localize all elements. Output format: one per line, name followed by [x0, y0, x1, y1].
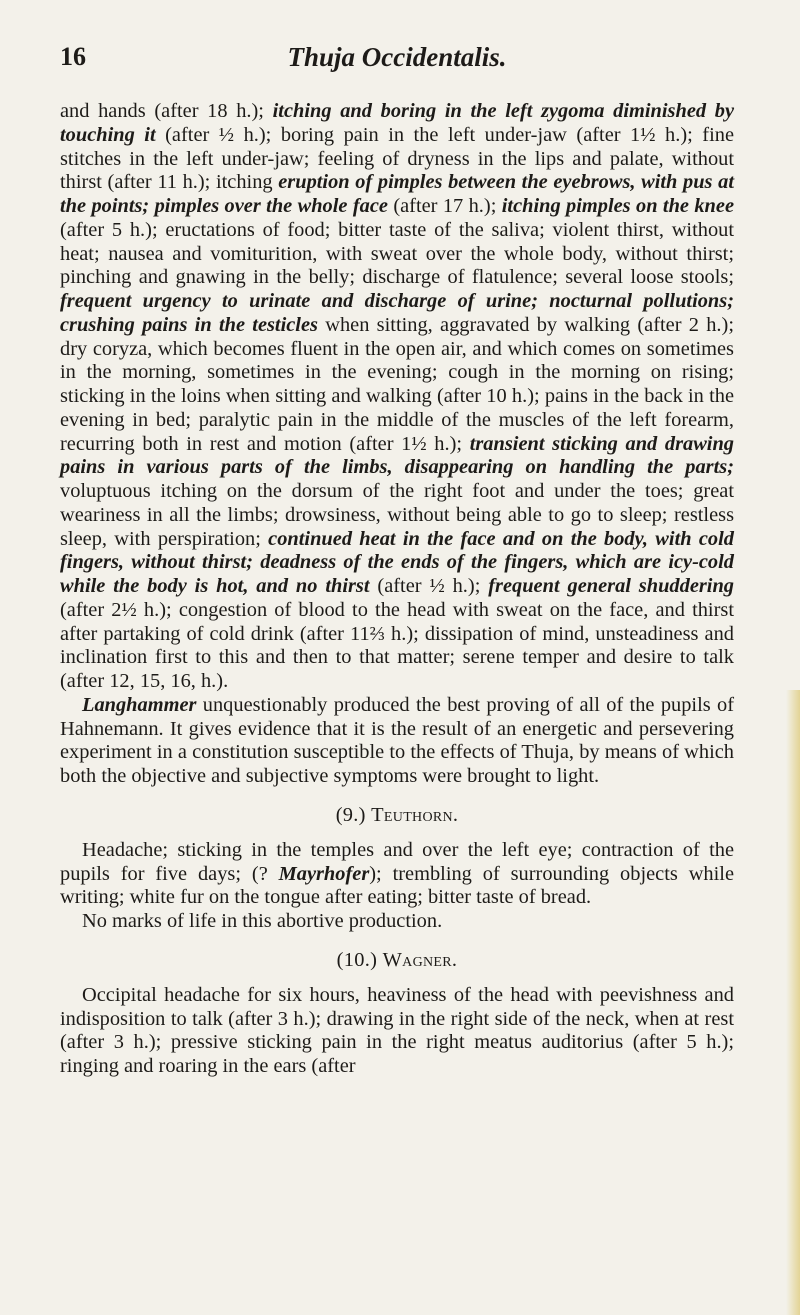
abortive-paragraph: [60, 910, 734, 934]
italic-run: frequent general shuddering: [488, 575, 734, 597]
italic-run: transient sticking and drawing pains in various parts of the limbs, disappearing on handling the parts;: [60, 432, 735, 479]
text-run: Headache; sticking in the temples and over the left eye; contraction of the pupils for five days; (?: [60, 838, 734, 885]
page-header: [60, 42, 734, 78]
italic-run: itching and boring in the left zygoma diminished by touching it: [60, 100, 734, 146]
text-run: (after 2½ h.); congestion of blood to the head with sweat on the face, and thirst after partaking of cold drink (after 11⅔ h.); dissipation of mind, unsteadiness and inclination first to this and then to that matter; serene temper and desire to talk (after 12, 15, 16, h.).: [60, 598, 734, 692]
section-name: Wagner.: [382, 948, 458, 971]
text-run: voluptuous itching on the dorsum of the right foot and under the toes; great weariness in all the limbs; drowsiness, without being able to go to sleep; restless sleep, with perspiration;: [60, 480, 734, 550]
text-run: Occipital headache for six hours, heaviness of the head with peevishness and indisposition to talk (after 3 h.); drawing in the right side of the neck, when at rest (after 3 h.); pressive sticking pain in the right meatus auditorius (after 5 h.); ringing and roaring in the ears (after: [60, 983, 734, 1077]
text-run: (after 17 h.);: [387, 195, 502, 217]
text-run: No marks of life in this abortive production.: [82, 910, 443, 932]
italic-run: continued heat in the face and on the body, with cold fingers, without thirst; deadness of the ends of the fingers, which are icy-cold while the body is hot, and no thirst: [60, 527, 734, 597]
text-run: (after 5 h.); eructations of food; bitter taste of the saliva; violent thirst, without heat; nausea and vomiturition, with sweat over the whole body, without thirst; pinching and gnawing in the belly; discharge of flatulence; several loose stools;: [60, 218, 734, 289]
section-name: Teuthorn.: [371, 803, 459, 826]
page-body: [60, 100, 734, 1079]
text-run: (after ½ h.);: [369, 575, 489, 597]
running-title: Thuja Occidentalis.: [287, 42, 507, 72]
page-edge-stain: [786, 690, 800, 1315]
section-heading-wagner: [60, 948, 734, 972]
text-run: ); trembling of surrounding objects while writing; white fur on the tongue after eating; bitter taste of bread.: [60, 862, 734, 909]
langhammer-paragraph: [60, 694, 734, 789]
text-run: when sitting, aggravated by walking (after 2 h.); dry coryza, which becomes fluent in the open air, and which comes on sometimes in the morning, sometimes in the evening; cough in the morning on rising; sticking in the loins when sitting and walking (after 10 h.); pains in the back in the evening in bed; paralytic pain in the middle of the muscles of the left forearm, recurring both in rest and motion (after 1½ h.);: [60, 313, 734, 455]
italic-run: Mayrhofer: [278, 862, 370, 885]
italic-run: frequent urgency to urinate and discharge of urine; nocturnal pollutions; crushing pains in the testicles: [60, 290, 734, 336]
italic-run: Langhammer: [82, 693, 197, 716]
section-number: (10.): [336, 948, 383, 971]
section-heading-teuthorn: [60, 803, 734, 827]
italic-run: eruption of pimples between the eyebrows, with pus at the points; pimples over the whole face: [60, 171, 734, 217]
italic-run: itching pimples on the knee: [501, 195, 734, 217]
teuthorn-paragraph: [60, 839, 734, 910]
symptoms-paragraph: [60, 100, 734, 694]
section-number: (9.): [335, 803, 372, 826]
page-number: 16: [60, 42, 86, 71]
wagner-paragraph: [60, 984, 734, 1079]
text-run: (after ½ h.); boring pain in the left under-jaw (after 1½ h.); fine stitches in the left under-jaw; feeling of dryness in the lips and palate, without thirst (after 11 h.); itching: [60, 123, 734, 194]
text-run: and hands (after 18 h.);: [60, 100, 273, 122]
text-run: unquestionably produced the best proving of all of the pupils of Hahnemann. It gives evidence that it is the result of an energetic and persevering experiment in a constitution susceptible to the effects of Thuja, by means of which both the objective and subjective symptoms were brought to light.: [60, 693, 734, 787]
